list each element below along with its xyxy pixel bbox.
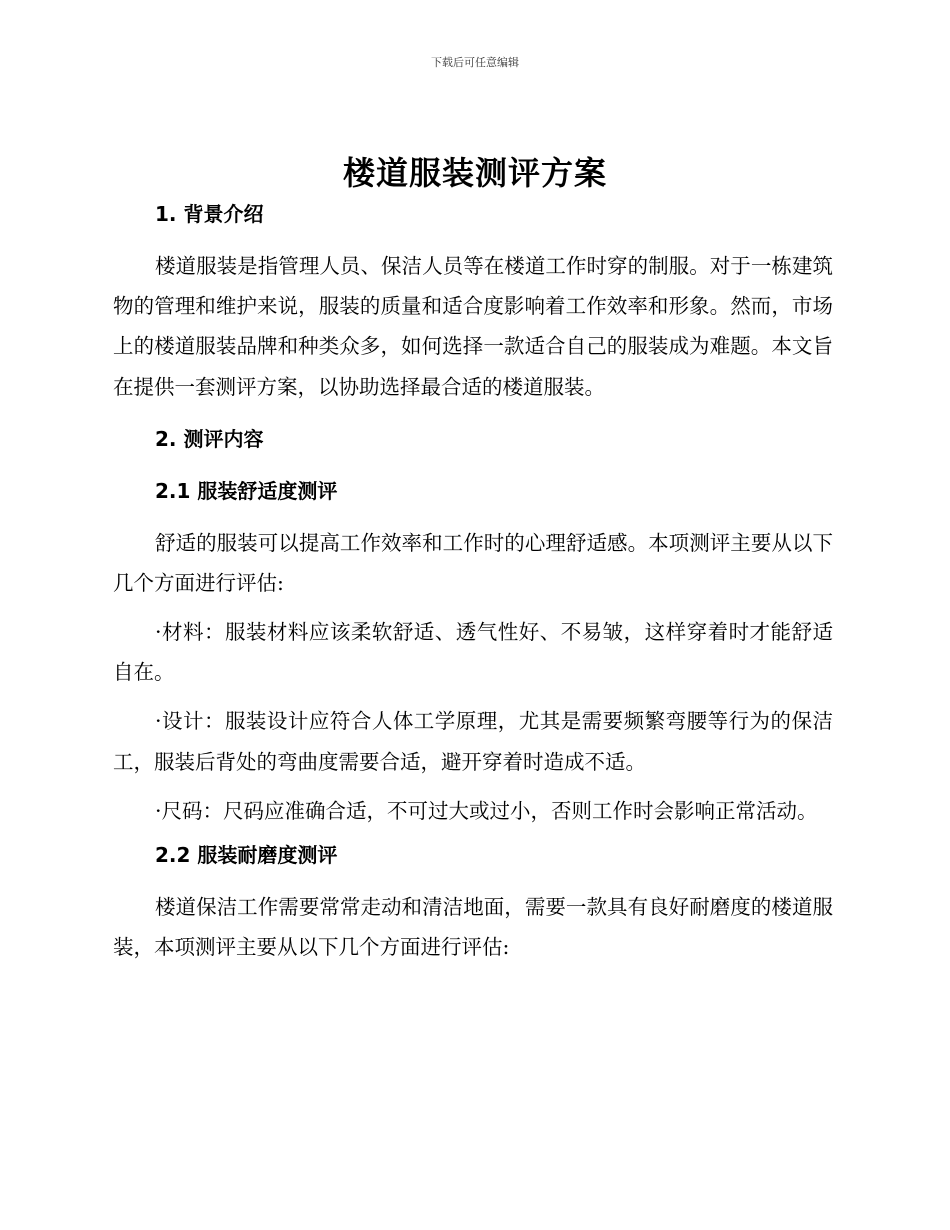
section-heading-content: 2. 测评内容 — [155, 426, 264, 451]
background-paragraph: 楼道服装是指管理人员、保洁人员等在楼道工作时穿的制服。对于一栋建筑物的管理和维护来说，服装的质量和适合度影响着工作效率和形象。然而，市场上的楼道服装品牌和种类众多，如何选择一款适合自己的服装成为难题。本文旨在提供一套测评方案，以协助选择最合适的楼道服装。 — [113, 254, 833, 399]
header-note: 下载后可任意编辑 — [431, 56, 519, 69]
subsection-heading-comfort: 2.1 服装舒适度测评 — [155, 478, 338, 503]
durability-intro-paragraph: 楼道保洁工作需要常常走动和清洁地面，需要一款具有良好耐磨度的楼道服装，本项测评主要从以下几个方面进行评估: — [113, 894, 833, 960]
document-title: 楼道服装测评方案 — [342, 154, 607, 192]
document-body — [113, 200, 833, 976]
comfort-bullet-size: ·尺码：尺码应准确合适，不可过大或过小，否则工作时会影响正常活动。 — [155, 798, 818, 823]
comfort-intro-paragraph: 舒适的服装可以提高工作效率和工作时的心理舒适感。本项测评主要从以下几个方面进行评估: — [113, 530, 833, 595]
comfort-bullet-design: ·设计：服装设计应符合人体工学原理，尤其是需要频繁弯腰等行为的保洁工，服装后背处的弯曲度需要合适，避开穿着时造成不适。 — [113, 709, 833, 774]
comfort-bullet-material: ·材料：服装材料应该柔软舒适、透气性好、不易皱，这样穿着时才能舒适自在。 — [113, 620, 833, 685]
section-heading-background: 1. 背景介绍 — [155, 202, 264, 226]
subsection-heading-durability: 2.2 服装耐磨度测评 — [155, 842, 338, 867]
